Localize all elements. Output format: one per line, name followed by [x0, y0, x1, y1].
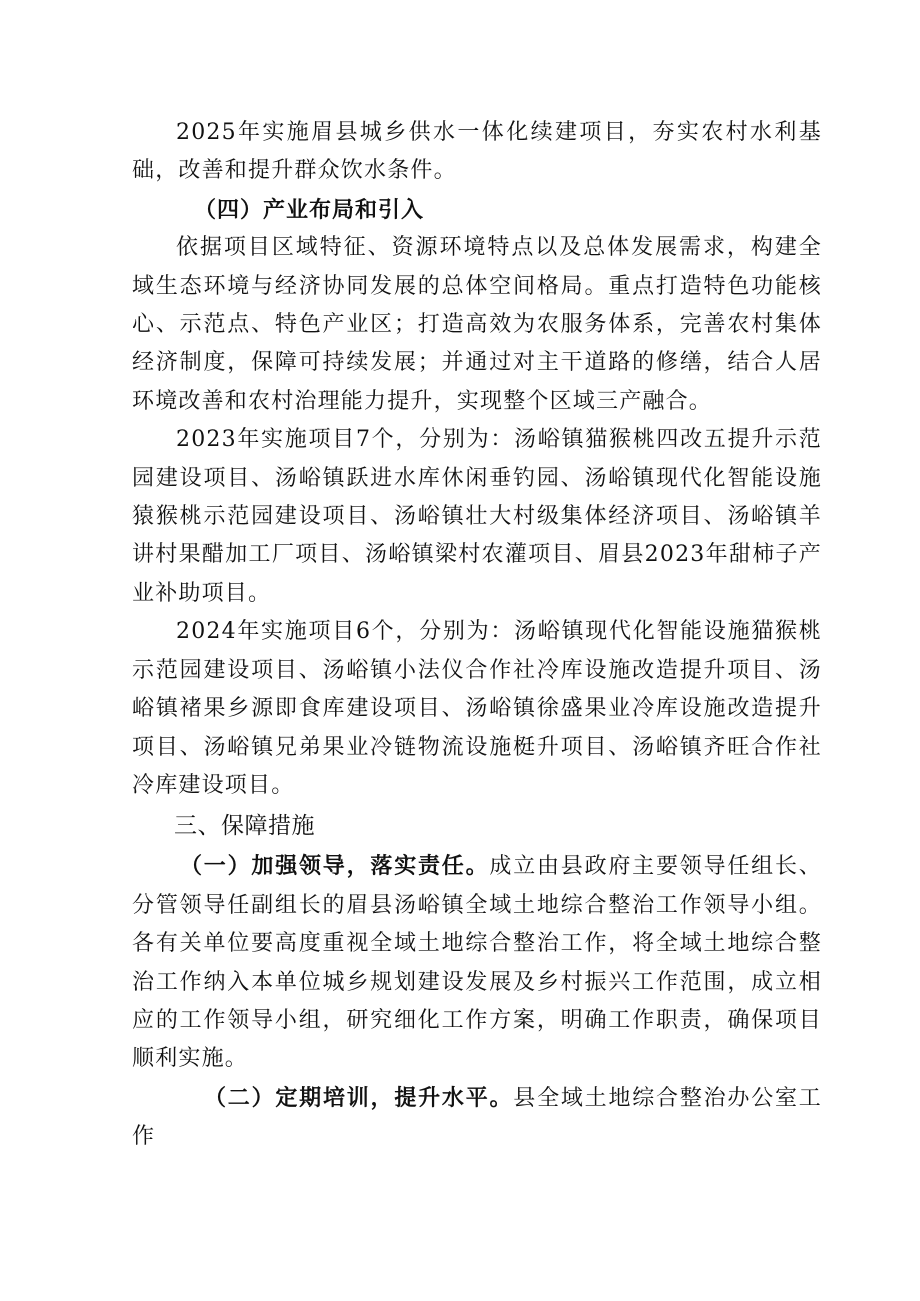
paragraph-water-supply: 2025年实施眉县城乡供水一体化续建项目，夯实农村水利基础，改善和提升群众饮水条件。: [132, 120, 822, 184]
paragraph-2024-projects: 2024年实施项目6个，分别为：汤峪镇现代化智能设施猫猴桃示范园建设项目、汤峪镇小法仪合作社冷库设施改造提升项目、汤峪镇褚果乡源即食库建设项目、汤峪镇徐盛果业冷库设施改造提升项目、汤峪镇兄弟果业冷链物流设施梃升项目、汤峪镇齐旺合作社冷库建设项目。: [132, 619, 822, 798]
paragraph-industry-layout: 依据项目区域特征、资源环境特点以及总体发展需求，构建全域生态环境与经济协同发展的总体空间格局。重点打造特色功能核心、示范点、特色产业区；打造高效为农服务体系，完善农村集体经济制度，保障可持续发展；并通过对主干道路的修缮，结合人居环境改善和农村治理能力提升，实现整个区域三产融合。: [132, 235, 822, 414]
section-heading-safeguards: 三、保障措施: [174, 813, 315, 840]
document-body: [132, 114, 822, 1157]
paragraph-body-training: 县全域土地综合整治办公室工作: [132, 1085, 822, 1150]
paragraph-lead-leadership: （一）加强领导，落实责任。: [180, 853, 490, 880]
paragraph-lead-training: （二）定期培训，提升水平。: [204, 1084, 514, 1111]
paragraph-2023-projects: 2023年实施项目7个，分别为：汤峪镇猫猴桃四改五提升示范园建设项目、汤峪镇跃进水库休闲垂钓园、汤峪镇现代化智能设施猿猴桃示范园建设项目、汤峪镇壮大村级集体经济项目、汤峪镇羊讲村果醋加工厂项目、汤峪镇梁村农灌项目、眉县2023年甜柿子产业补助项目。: [132, 427, 822, 606]
paragraph-training: [132, 1079, 822, 1157]
subheading-industry-layout: （四）产业布局和引入: [194, 196, 425, 223]
paragraph-leadership: [132, 847, 822, 1078]
paragraph-body-leadership: 成立由县政府主要领导任组长、分管领导任副组长的眉县汤峪镇全域土地综合整治工作领导小组。各有关单位要高度重视全域土地综合整治工作，将全域土地综合整治工作纳入本单位城乡规划建设发展及乡村振兴工作范围，成立相应的工作领导小组，研究细化工作方案，明确工作职责，确保项目顺利实施。: [132, 854, 822, 1072]
